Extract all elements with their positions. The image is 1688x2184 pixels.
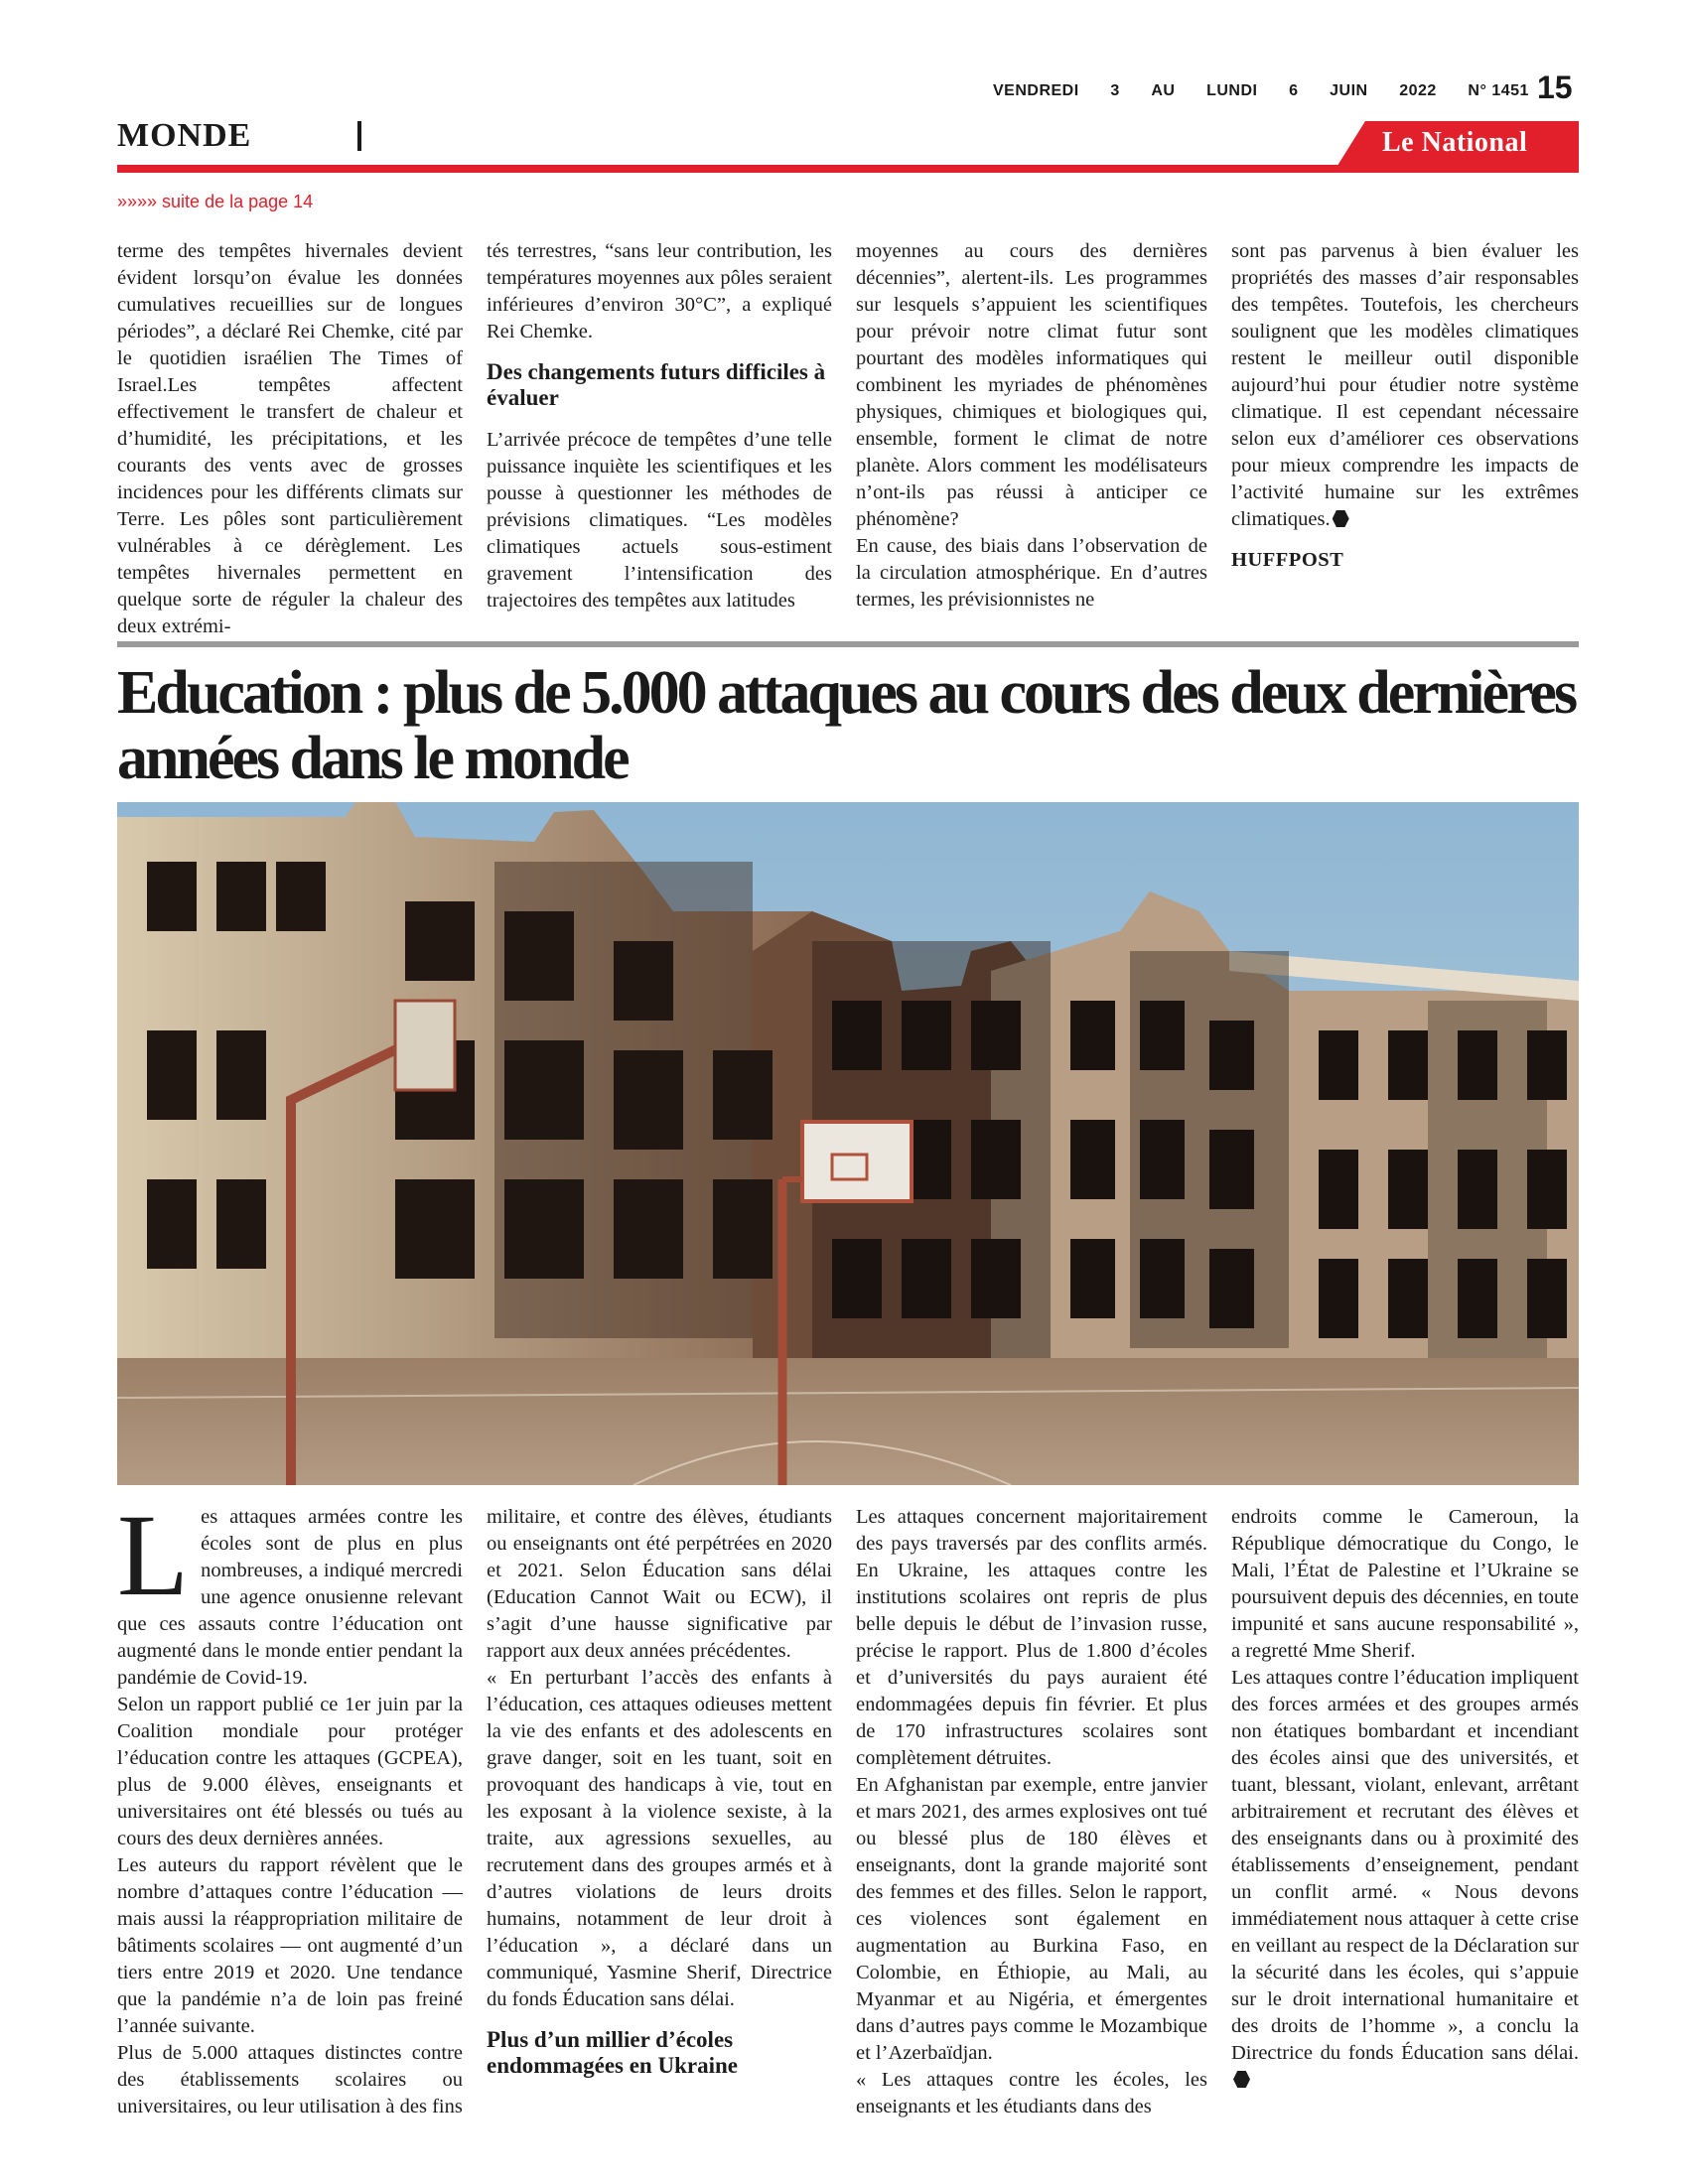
issue-date-line xyxy=(993,82,1529,100)
subheading: Des changements futurs difficiles à évaluer xyxy=(487,359,826,410)
paragraph: moyennes au cours des dernières décennies”, alertent-ils. Les programmes sur lesquels s’appuient les scientifiques pour prévoir notre climat futur sont pourtant des modèles informatiques qui combinent les myriades de phénomènes physiques, chimiques et biologiques qui, ensemble, forment le climat de notre planète. Alors comment les modélisateurs n’ont-ils pas réussi à anticiper ce phénomène? xyxy=(856,240,1207,530)
paragraph: endroits comme le Cameroun, la République démocratique du Congo, le Mali, l’État de Palestine et l’Ukraine se poursuivent depuis des décennies, en toute impunité et sans aucune responsabilité », a regretté Mme Sherif. xyxy=(1231,1506,1579,1662)
paragraph-text: es attaques armées contre les écoles sont de plus en plus nombreuses, a indiqué mercredi une agence onusienne relevant que ces assauts contre l’éducation ont augmenté dans le monde entier pendant la pandémie de Covid-19. xyxy=(117,1506,463,1689)
paragraph: En cause, des biais dans l’observation de la circulation atmosphérique. En d’autres termes, les prévisionnistes ne xyxy=(856,535,1207,611)
main-article-column-1 xyxy=(117,1490,463,2120)
article-headline: Education : plus de 5.000 attaques au cours des deux dernières années dans le monde xyxy=(117,659,1576,792)
article-divider xyxy=(117,641,1579,647)
paragraph: Plus de 5.000 attaques distinctes contre des établissements scolaires ou universitaires, ou leur utilisation à des fins xyxy=(117,2042,463,2117)
article-source: HUFFPOST xyxy=(1231,549,1344,571)
date-year: 2022 xyxy=(1399,82,1437,99)
paragraph: tés terrestres, “sans leur contribution, les températures moyennes aux pôles seraient inférieures d’environ 30°C”, a expliqué Rei Chemke. xyxy=(487,240,832,342)
paragraph xyxy=(117,1490,463,1692)
date-number-to: 6 xyxy=(1289,82,1299,99)
paragraph: « En perturbant l’accès des enfants à l’éducation, ces attaques odieuses mettent la vie des enfants et des adolescents en grave danger, soit en les tuant, soit en provoquant des handicaps à vie, tout en les exposant à la violence sexiste, à la traite, aux agressions sexuelles, au recrutement dans des groupes armés et à d’autres violations de leurs droits humains, notamment de leur droit à l’éducation », a déclaré dans un communiqué, Yasmine Sherif, Directrice du fonds Éducation sans délai. xyxy=(487,1667,832,2010)
paragraph-text: Les attaques contre l’éducation impliquent des forces armées et des groupes armés non étatiques bombardant et incendiant des écoles ainsi que des universités, et tuant, blessant, violant, enlevant, arrêtant arbitrairement et recrutant des élèves et des enseignants dans ou à proximité des établissements d’enseignement, pendant un conflit armé. « Nous devons immédiatement nous attaquer à cette crise en veillant au respect de la Déclaration sur la sécurité dans les écoles, qui s’appuie sur le droit international humanitaire et des droits de l’homme », a conclu la Directrice du fonds Éducation sans délai. xyxy=(1231,1667,1579,2064)
main-article-column-4 xyxy=(1231,1504,1579,2094)
newspaper-logo: Le National xyxy=(1382,127,1528,158)
main-article-column-3 xyxy=(856,1504,1207,2120)
article-photo xyxy=(117,802,1579,1485)
paragraph-text: sont pas parvenus à bien évaluer les propriétés des masses d’air responsables des tempêtes. Toutefois, les chercheurs soulignent que les modèles climatiques restent le meilleur outil disponible aujourd’hui pour étudier notre système climatique. Il est cependant nécessaire selon eux d’améliorer ces observations pour mieux comprendre les impacts de l’activité humaine sur les extrêmes climatiques. xyxy=(1231,240,1579,530)
paragraph: Les auteurs du rapport révèlent que le nombre d’attaques contre l’éducation — mais aussi la réappropriation militaire de bâtiments scolaires — ont augmenté d’un tiers entre 2019 et 2020. Une tendance que la pandémie n’a de loin pas freiné l’année suivante. xyxy=(117,1854,463,2037)
top-article-column-2 xyxy=(487,238,832,614)
top-article-column-3 xyxy=(856,238,1207,614)
date-month: JUIN xyxy=(1330,82,1368,99)
paragraph xyxy=(1231,1665,1579,2094)
top-article-column-1 xyxy=(117,238,463,640)
page-number: 15 xyxy=(1537,69,1573,105)
paragraph: Les attaques concernent majoritairement des pays traversés par des conflits armés. En Ukraine, les attaques contre les institutions scolaires ont repris de plus belle depuis le début de l’invasion russe, précise le rapport. Plus de 1.800 d’écoles et d’universités du pays auraient été endommagées depuis fin février. Et plus de 170 infrastructures scolaires sont complètement détruites. xyxy=(856,1506,1207,1769)
paragraph: Selon un rapport publié ce 1er juin par la Coalition mondiale pour protéger l’éducation contre les attaques (GCPEA), plus de 9.000 élèves, enseignants et universitaires ont été blessés ou tués au cours des deux dernières années. xyxy=(117,1694,463,1849)
end-of-article-icon xyxy=(1333,510,1349,527)
date-number-from: 3 xyxy=(1110,82,1120,99)
continued-from-label: »»»» suite de la page 14 xyxy=(117,192,314,211)
main-article-column-2 xyxy=(487,1504,832,2095)
section-divider xyxy=(357,121,361,151)
end-of-article-icon xyxy=(1233,2071,1250,2088)
section-title: MONDE xyxy=(117,117,252,154)
issue-number: N° 1451 xyxy=(1468,82,1529,99)
paragraph xyxy=(1231,238,1579,533)
burned-school-photo xyxy=(117,802,1579,1485)
subheading: Plus d’un millier d’écoles endommagées en Ukraine xyxy=(487,2027,738,2078)
date-day-from: VENDREDI xyxy=(993,82,1079,99)
paragraph: En Afghanistan par exemple, entre janvier et mars 2021, des armes explosives ont tué ou blessé plus de 180 élèves et enseignants, dont la grande majorité sont des femmes et des filles. Selon le rapport, ces violences sont également en augmentation au Burkina Faso, en Colombie, en Éthiopie, au Mali, au Myanmar et au Nigéria, et émergentes dans d’autres pays comme le Mozambique et l’Azerbaïdjan. xyxy=(856,1774,1207,2064)
paragraph: militaire, et contre des élèves, étudiants ou enseignants ont été perpétrées en 2020 et 2021. Selon Éducation sans délai (Education Cannot Wait ou ECW), il s’agit d’une hausse significative par rapport aux deux années précédentes. xyxy=(487,1506,832,1662)
date-day-to: LUNDI xyxy=(1206,82,1258,99)
paragraph: terme des tempêtes hivernales devient évident lorsqu’on évalue les données cumulatives recueillies sur de longues périodes”, a déclaré Rei Chemke, cité par le quotidien israélien The Times of Israel.Les tempêtes affectent effectivement le transfert de chaleur et d’humidité, les précipitations, et les courants des vents avec de grosses incidences pour les différents climats sur Terre. Les pôles sont particulièrement vulnérables à ce dérèglement. Les tempêtes hivernales permettent en quelque sorte de réguler la chaleur des deux extrémi- xyxy=(117,240,463,637)
paragraph: L’arrivée précoce de tempêtes d’une telle puissance inquiète les scientifiques et les pousse à questionner les méthodes de prévisions climatiques. “Les modèles climatiques actuels sous-estiment gravement l’intensification des trajectoires des tempêtes aux latitudes xyxy=(487,429,832,612)
drop-cap: L xyxy=(117,1490,190,1620)
date-au: AU xyxy=(1151,82,1176,99)
header-rule xyxy=(117,165,1579,173)
paragraph: « Les attaques contre les écoles, les enseignants et les étudiants dans des xyxy=(856,2069,1207,2117)
top-article-column-4 xyxy=(1231,238,1579,574)
